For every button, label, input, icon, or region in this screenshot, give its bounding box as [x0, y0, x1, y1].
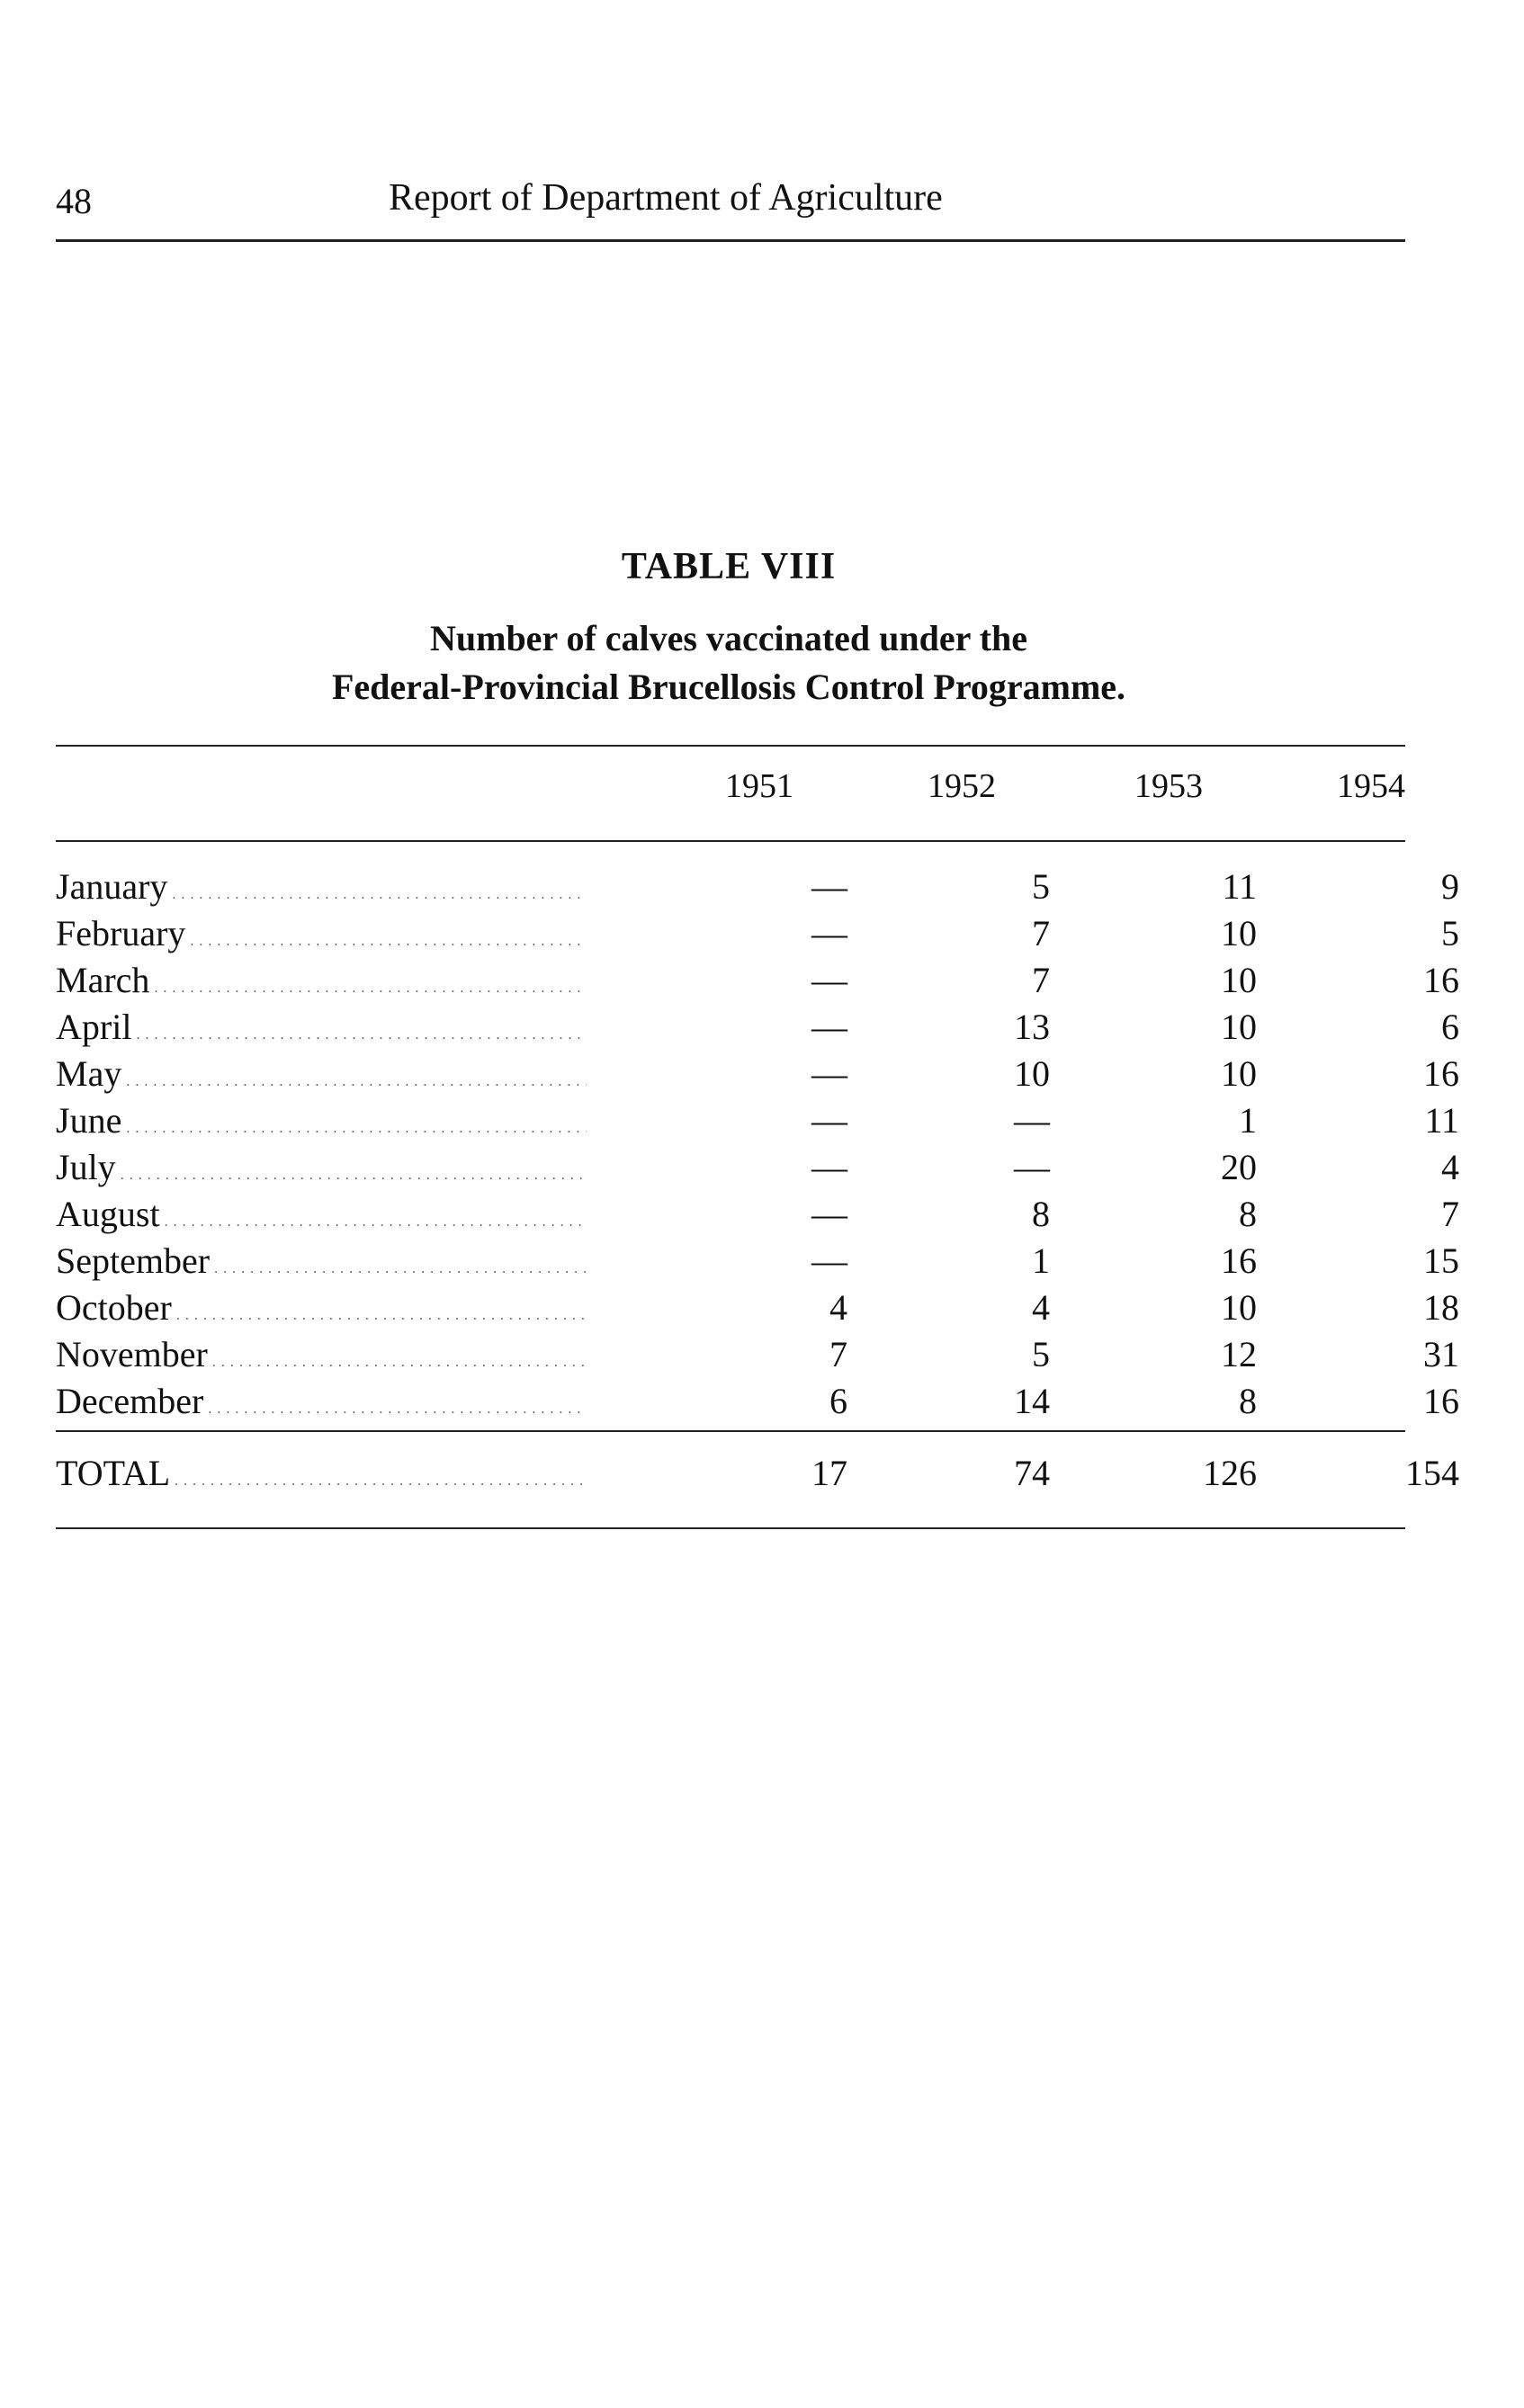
- column-header-1952: 1952: [928, 767, 996, 805]
- table-row-total: [56, 1452, 1459, 1499]
- row-label: July . . .: [56, 1146, 587, 1188]
- row-label: August . . .: [56, 1193, 587, 1235]
- cell-1954: 11: [1424, 1100, 1459, 1141]
- cell-1951: —: [811, 1147, 847, 1187]
- cell-1954: 4: [1441, 1147, 1459, 1187]
- cell-1952: 8: [1032, 1194, 1050, 1234]
- row-label: November . . .: [56, 1333, 587, 1375]
- running-head: Report of Department of Agriculture: [389, 177, 943, 219]
- table-row-november: [56, 1333, 1459, 1380]
- table-row-march: [56, 959, 1459, 1006]
- cell-1951: —: [811, 1100, 847, 1141]
- cell-1953: 20: [1221, 1147, 1257, 1187]
- table-top-rule: [56, 745, 1405, 747]
- column-header-1954: 1954: [1337, 767, 1405, 805]
- table-row-april: [56, 1006, 1459, 1052]
- cell-1954: 15: [1423, 1240, 1459, 1281]
- cell-1952: 14: [1014, 1381, 1050, 1421]
- cell-1951: —: [811, 1194, 847, 1234]
- cell-1954: 9: [1441, 866, 1459, 907]
- cell-1953: 10: [1221, 960, 1257, 1000]
- cell-1952: 5: [1032, 866, 1050, 907]
- cell-1954: 7: [1441, 1194, 1459, 1234]
- cell-1954: 16: [1423, 960, 1459, 1000]
- cell-1953: 10: [1221, 1007, 1257, 1047]
- row-label: December . . .: [56, 1380, 587, 1422]
- total-1954: 154: [1405, 1453, 1459, 1493]
- total-label: TOTAL . . .: [56, 1452, 587, 1494]
- cell-1953: 10: [1221, 1053, 1257, 1094]
- row-label: May . . .: [56, 1052, 587, 1095]
- row-label: February . . .: [56, 912, 587, 954]
- cell-1953: 8: [1239, 1194, 1257, 1234]
- cell-1951: —: [811, 866, 847, 907]
- table-row-june: [56, 1099, 1459, 1146]
- row-label: April . . .: [56, 1006, 587, 1048]
- table-caption-line-2: Federal-Provincial Brucellosis Control Programme.: [331, 667, 1126, 707]
- page-number: 48: [56, 181, 92, 221]
- table-bottom-rule: [56, 1527, 1405, 1529]
- cell-1954: 16: [1423, 1381, 1459, 1421]
- cell-1954: 5: [1441, 913, 1459, 953]
- cell-1951: —: [811, 960, 847, 1000]
- row-label: October . . .: [56, 1286, 587, 1329]
- cell-1952: 7: [1032, 960, 1050, 1000]
- column-header-1953: 1953: [1134, 767, 1203, 805]
- column-header-1951: 1951: [725, 767, 793, 805]
- row-label: June . . .: [56, 1099, 587, 1141]
- cell-1951: —: [811, 1240, 847, 1281]
- cell-1952: 7: [1032, 913, 1050, 953]
- cell-1954: 6: [1441, 1007, 1459, 1047]
- cell-1953: 8: [1239, 1381, 1257, 1421]
- table-row-february: [56, 912, 1459, 959]
- cell-1953: 16: [1221, 1240, 1257, 1281]
- row-label: September . . .: [56, 1240, 587, 1282]
- cell-1953: 11: [1222, 866, 1257, 907]
- cell-1952: 5: [1032, 1334, 1050, 1374]
- cell-1952: 1: [1032, 1240, 1050, 1281]
- table-row-december: [56, 1380, 1459, 1427]
- total-1953: 126: [1203, 1453, 1257, 1493]
- cell-1952: 13: [1014, 1007, 1050, 1047]
- cell-1953: 12: [1221, 1334, 1257, 1374]
- cell-1954: 16: [1423, 1053, 1459, 1094]
- table-title: TABLE VIII: [621, 546, 837, 587]
- cell-1951: —: [811, 1053, 847, 1094]
- cell-1951: 4: [829, 1287, 847, 1328]
- row-label: March . . .: [56, 959, 587, 1001]
- cell-1953: 10: [1221, 1287, 1257, 1328]
- cell-1952: 10: [1014, 1053, 1050, 1094]
- table-row-august: [56, 1193, 1459, 1240]
- cell-1954: 18: [1423, 1287, 1459, 1328]
- cell-1951: —: [811, 913, 847, 953]
- total-1952: 74: [1014, 1453, 1050, 1493]
- row-label: January . . .: [56, 865, 587, 908]
- table-row-may: [56, 1052, 1459, 1099]
- table-row-july: [56, 1146, 1459, 1193]
- table-row-september: [56, 1240, 1459, 1286]
- table-caption-line-1: Number of calves vaccinated under the: [429, 618, 1028, 658]
- cell-1952: —: [1014, 1147, 1050, 1187]
- cell-1954: 31: [1423, 1334, 1459, 1374]
- cell-1951: —: [811, 1007, 847, 1047]
- total-1951: 17: [811, 1453, 847, 1493]
- table-row-october: [56, 1286, 1459, 1333]
- total-top-rule: [56, 1430, 1405, 1432]
- cell-1952: —: [1014, 1100, 1050, 1141]
- table-row-january: [56, 865, 1459, 912]
- page-header: [56, 176, 1405, 242]
- cell-1951: 7: [829, 1334, 847, 1374]
- cell-1951: 6: [829, 1381, 847, 1421]
- cell-1953: 10: [1221, 913, 1257, 953]
- header-bottom-rule: [56, 840, 1405, 842]
- cell-1952: 4: [1032, 1287, 1050, 1328]
- cell-1953: 1: [1239, 1100, 1257, 1141]
